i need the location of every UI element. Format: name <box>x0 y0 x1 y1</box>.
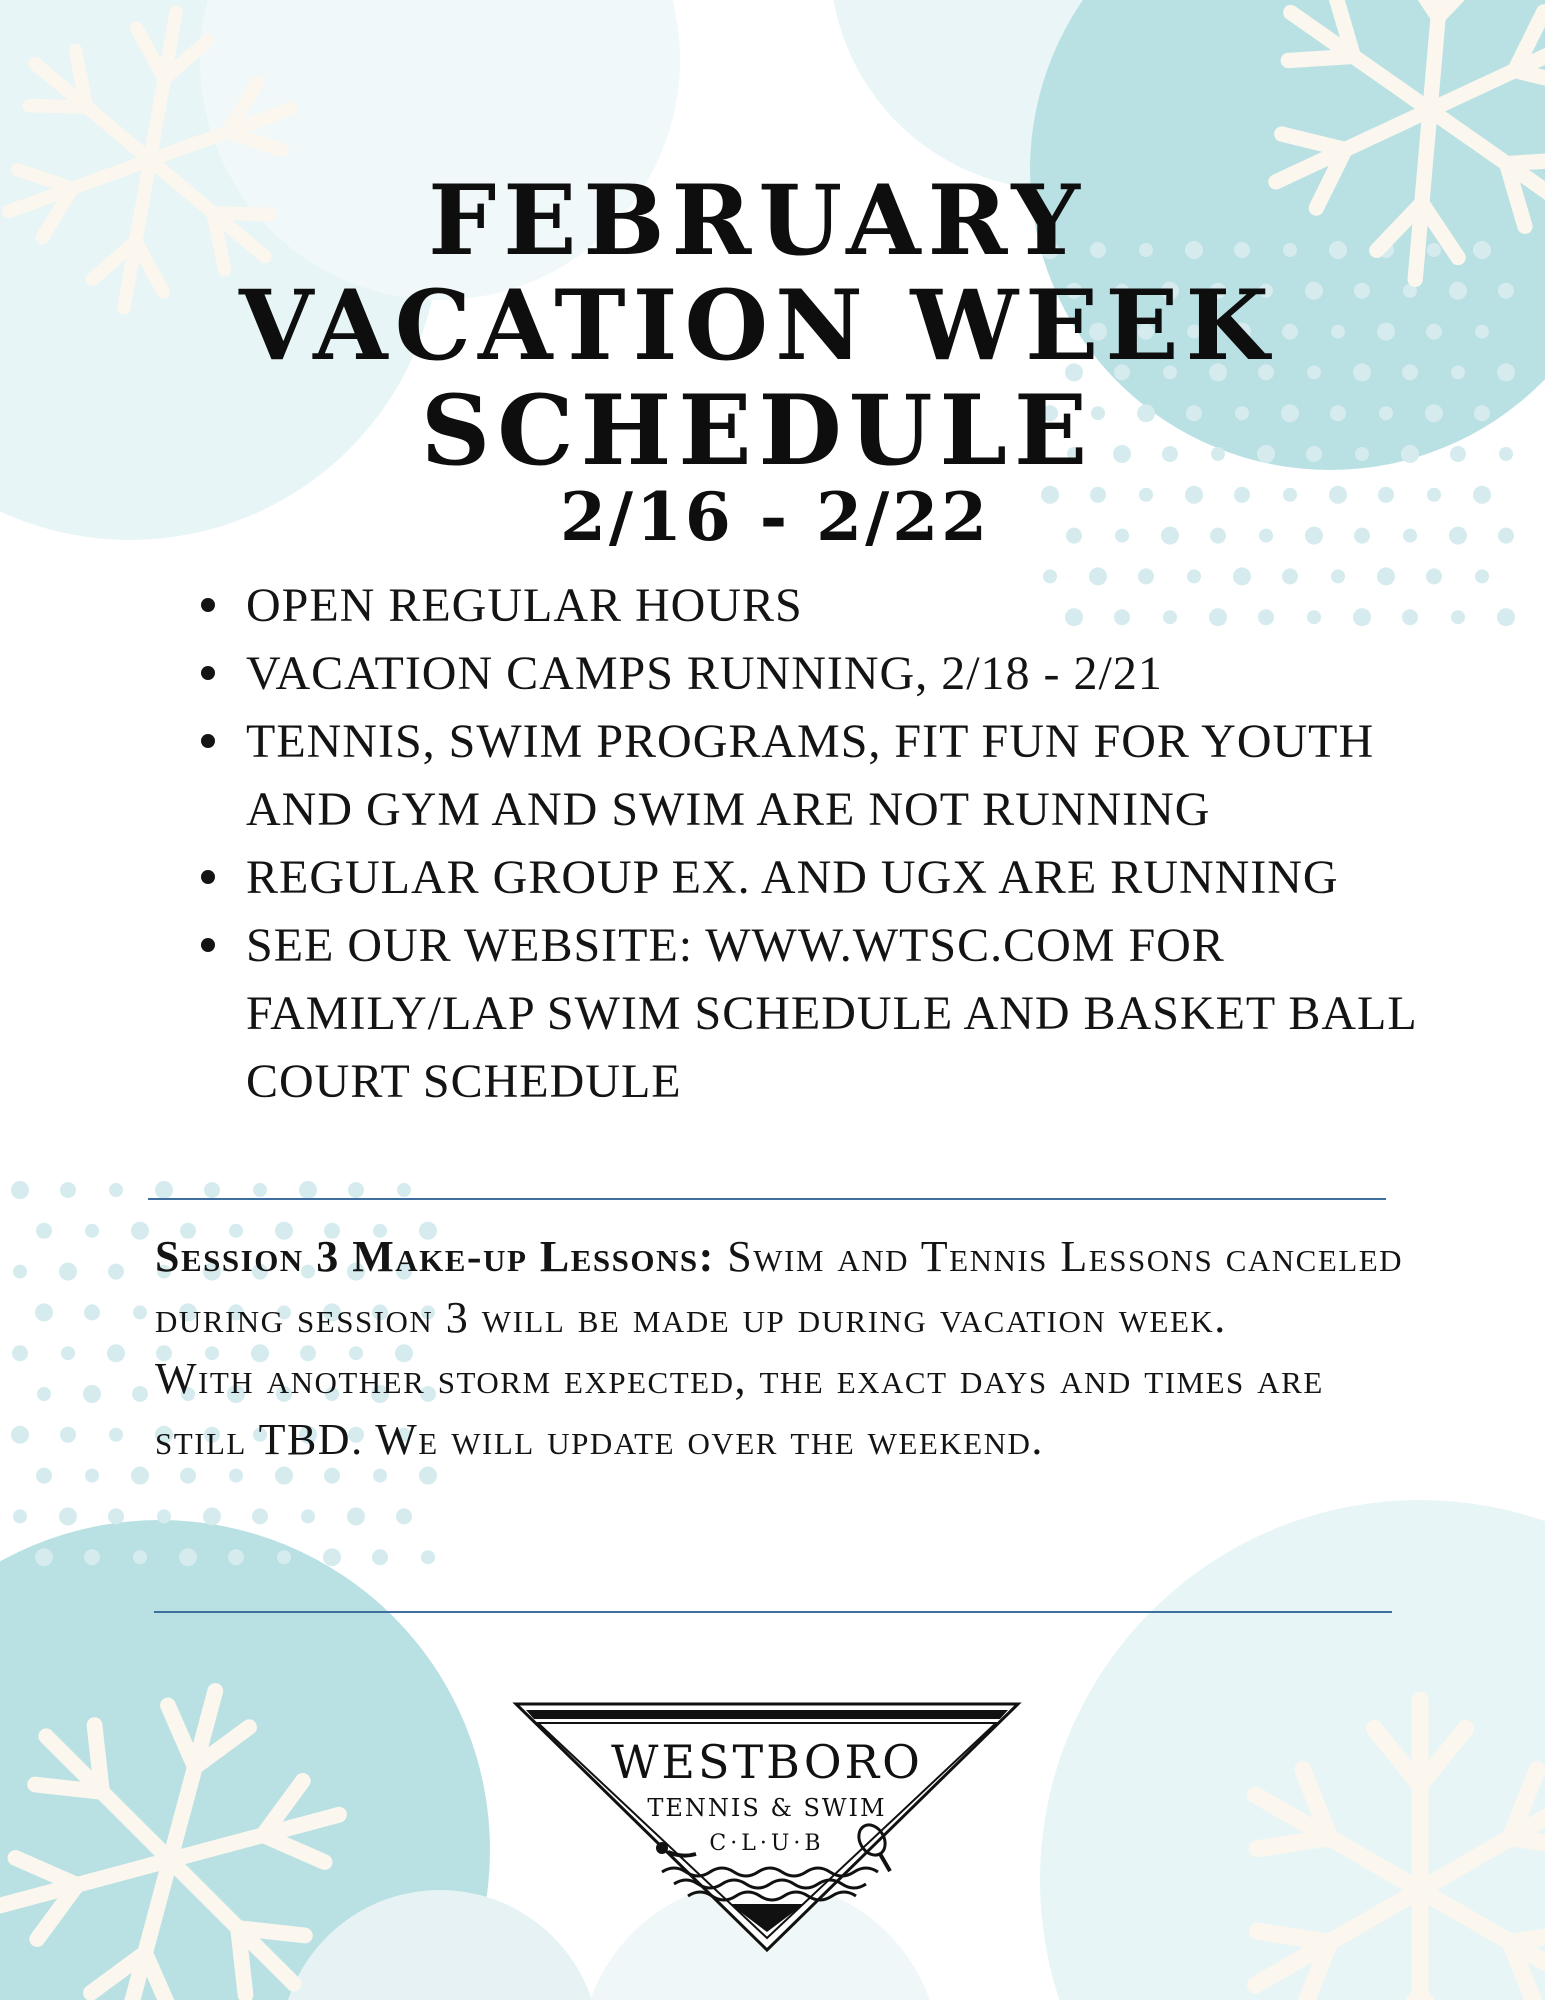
title-line: VACATION WEEK <box>239 269 1276 382</box>
logo-tagline: TENNIS & SWIM <box>647 1794 887 1822</box>
list-item: VACATION CAMPS RUNNING, 2/18 - 2/21 <box>246 640 1426 708</box>
title-line: FEBRUARY <box>428 164 1087 277</box>
list-item: REGULAR GROUP EX. AND UGX ARE RUNNING <box>246 844 1426 912</box>
divider <box>154 1611 1392 1613</box>
session-body-2: With another storm expected, the exact days and times are still TBD. We will update over the weekend. <box>155 1354 1324 1464</box>
list-item: OPEN REGULAR HOURS <box>246 572 1426 640</box>
logo-name: WESTBORO <box>611 1735 923 1789</box>
logo-club: C·L·U·B <box>709 1831 825 1856</box>
session-body: Swim and Tennis Lessons canceled during session 3 will be made up during vacation week. <box>155 1232 1404 1342</box>
schedule-list <box>198 572 1426 1116</box>
date-range: 2/16 - 2/22 <box>559 478 991 556</box>
title-line: SCHEDULE <box>420 374 1095 487</box>
divider <box>148 1198 1386 1200</box>
page-title <box>200 164 1315 487</box>
list-item: TENNIS, SWIM PROGRAMS, FIT FUN FOR YOUTH AND GYM AND SWIM ARE NOT RUNNING <box>246 708 1426 844</box>
list-item: SEE OUR WEBSITE: WWW.WTSC.COM FOR FAMILY/LAP SWIM SCHEDULE AND BASKET BALL COURT SCHEDULE <box>246 912 1426 1116</box>
club-logo <box>512 1700 1022 1954</box>
session-heading: Session 3 Make-up Lessons: <box>155 1232 715 1281</box>
session-notice <box>155 1226 1405 1470</box>
